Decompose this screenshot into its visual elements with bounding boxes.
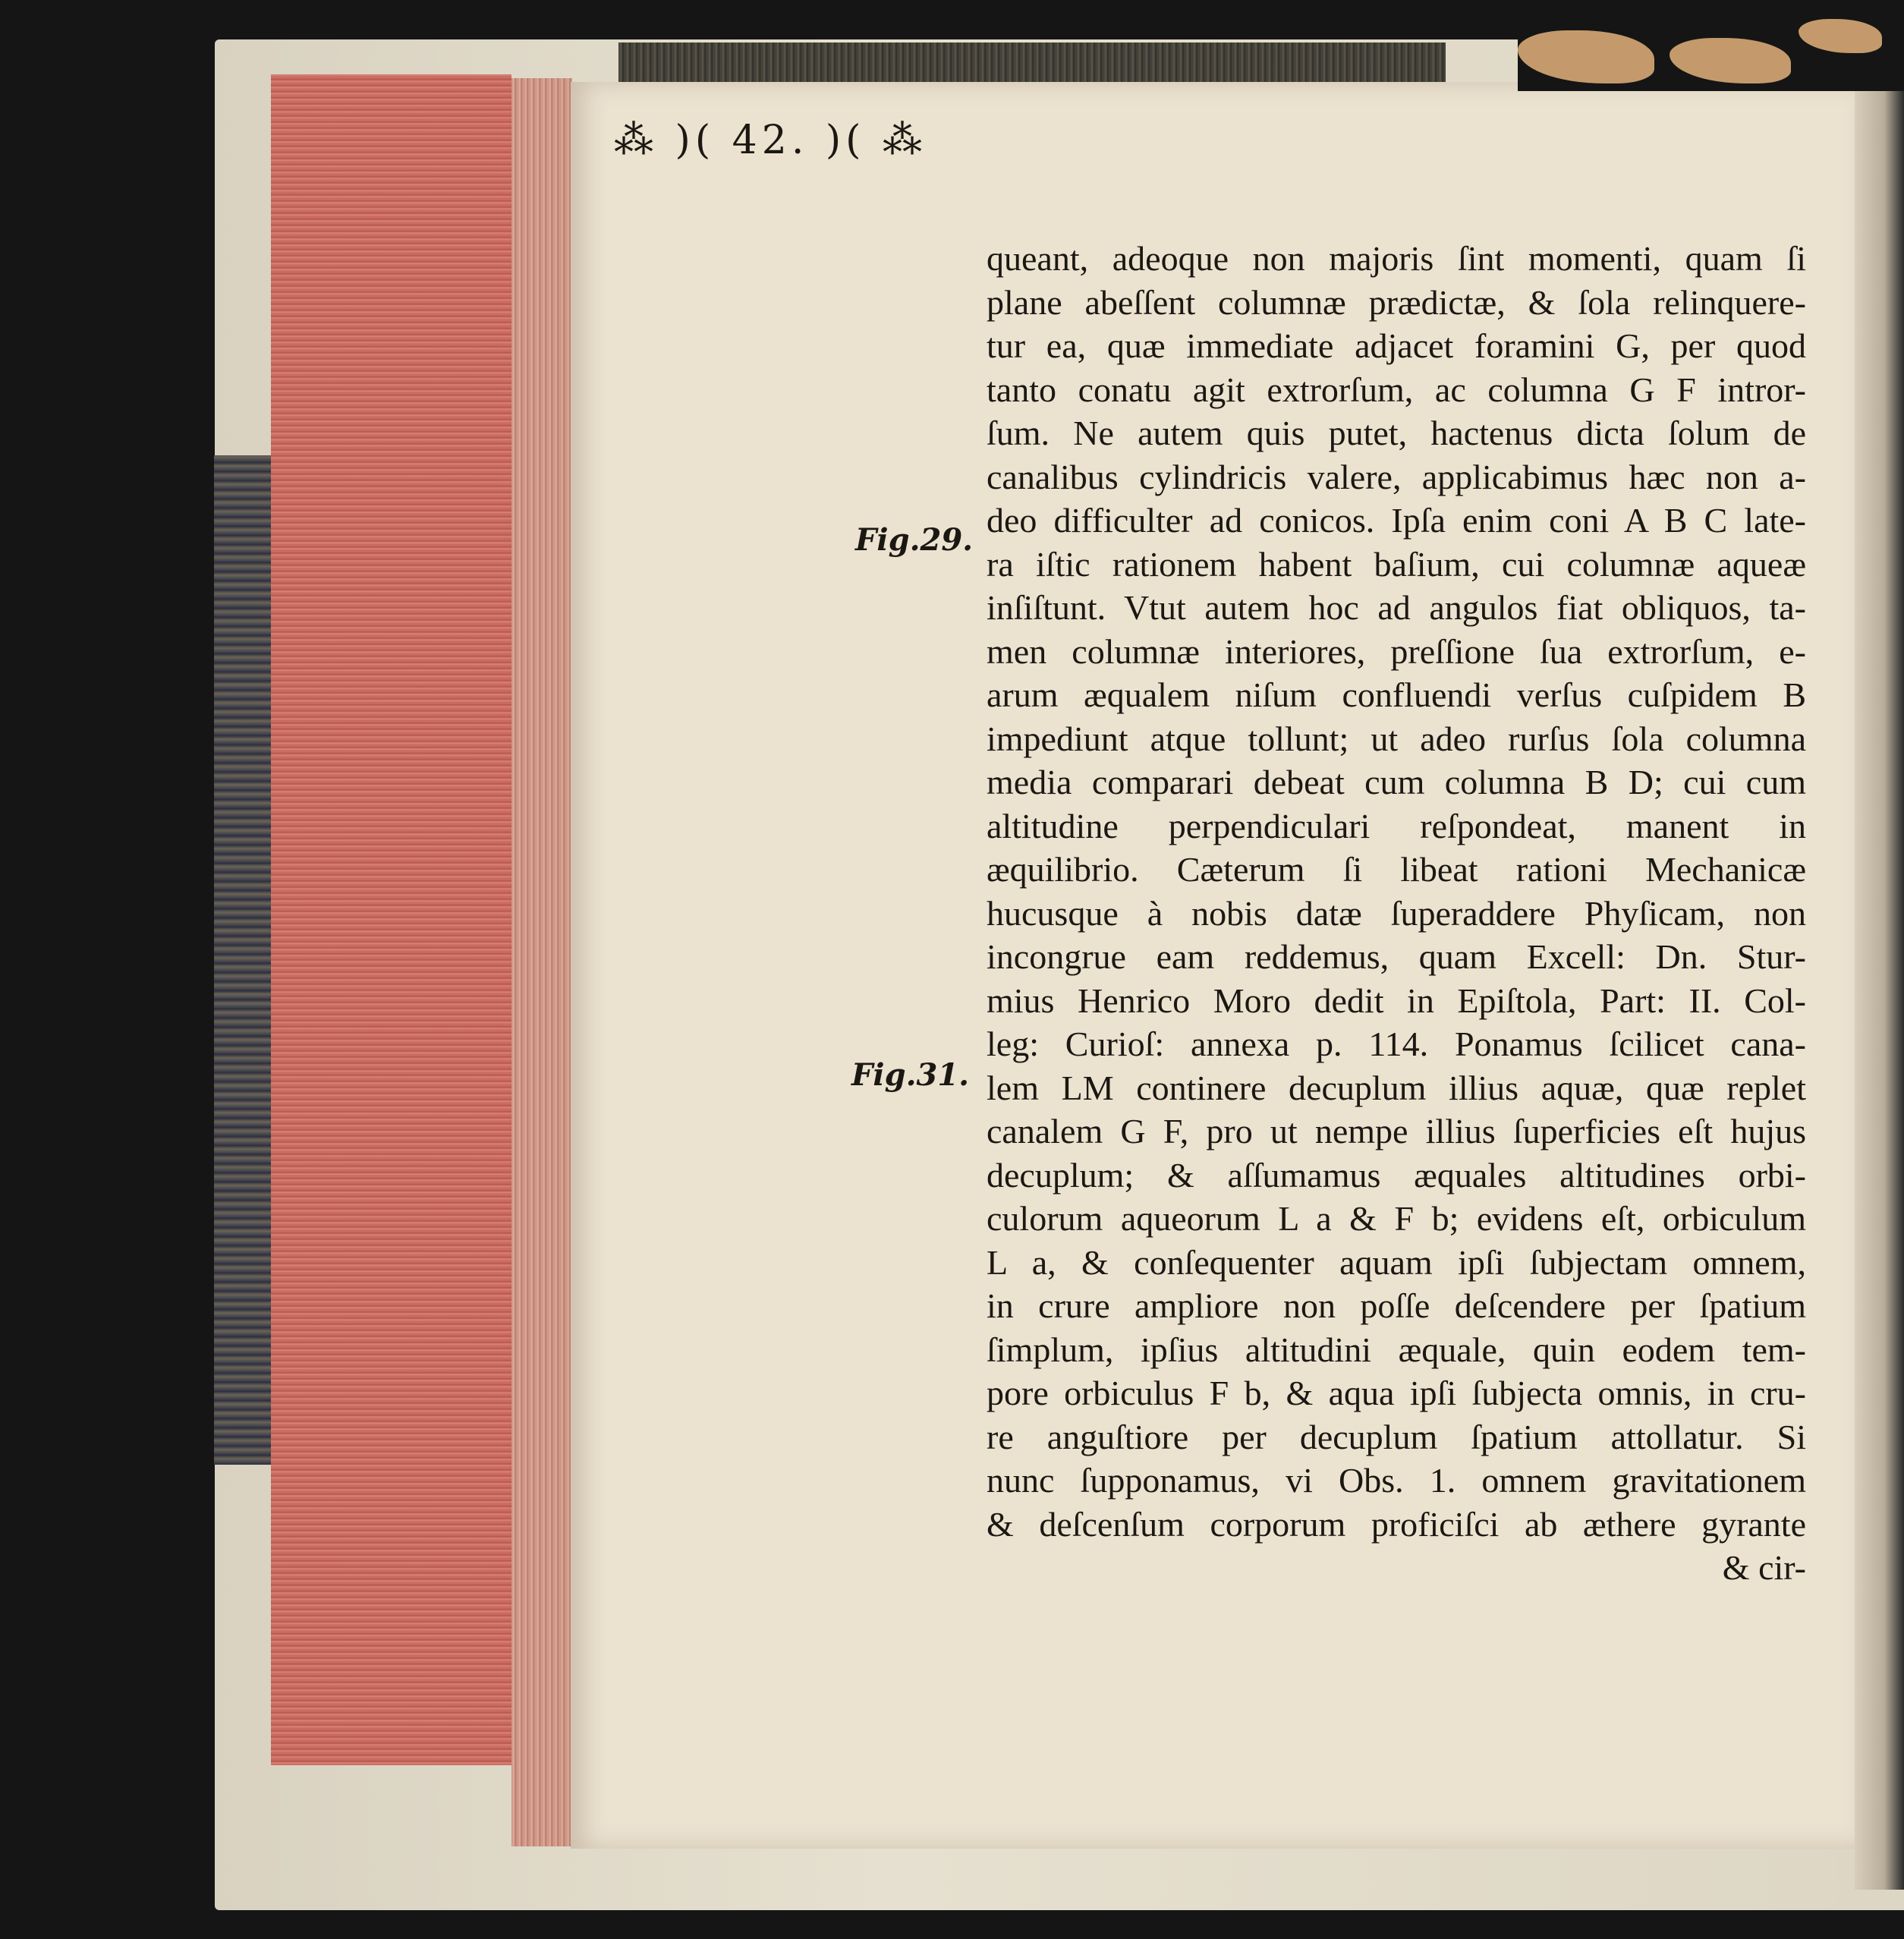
text-line: mius Henrico Moro dedit in Epiſtola, Part: II. Col- <box>987 981 1806 1020</box>
marbled-spine-strip <box>214 455 271 1465</box>
text-line: incongrue eam reddemus, quam Excell: Dn. Stur- <box>987 937 1806 976</box>
text-line: deo difficulter ad conicos. Ipſa enim coni A B C late- <box>987 501 1806 540</box>
text-line: ſimplum, ipſius altitudini æquale, quin eodem tem- <box>987 1330 1806 1369</box>
text-line: & deſcenſum corporum proficiſci ab æthere gyrante <box>987 1504 1806 1544</box>
text-line: ra iſtic rationem habent baſium, cui columnæ aqueæ <box>987 544 1806 584</box>
text-line: pore orbiculus F b, & aqua ipſi ſubjecta omnis, in cru- <box>987 1374 1806 1412</box>
text-line: decuplum; & aſſumamus æquales altitudines orbi- <box>987 1155 1806 1195</box>
text-line: culorum aqueorum L a & F b; evidens eſt, orbiculum <box>987 1199 1806 1238</box>
text-line: tur ea, quæ immediate adjacet foramini G, per quod <box>987 326 1806 365</box>
text-line: lem LM continere decuplum illius aquæ, quæ replet <box>987 1068 1806 1107</box>
text-line: L a, & conſequenter aquam ipſi ſubjectam omnem, <box>987 1242 1806 1282</box>
margin-note-fig-31: Fig.31. <box>851 1057 970 1093</box>
text-line: nunc ſupponamus, vi Obs. 1. omnem gravitationem <box>987 1461 1806 1500</box>
text-line: queant, adeoque non majoris ſint momenti, quam ſi <box>987 239 1806 278</box>
text-line: men columnæ interiores, preſſione ſua extrorſum, e- <box>987 631 1806 671</box>
text-line: hucusque à nobis datæ ſuperaddere Phyſicam, non <box>987 893 1806 933</box>
text-line: æquilibrio. Cæterum ſi libeat rationi Mechanicæ <box>987 850 1806 889</box>
text-line: re anguſtiore per decuplum ſpatium attollatur. Si <box>987 1417 1806 1456</box>
text-line: canalibus cylindricis valere, applicabimus hæc non a- <box>987 457 1806 496</box>
text-line: arum æqualem niſum confluendi verſus cuſpidem B <box>987 675 1806 714</box>
margin-note-fig-29: Fig.29. <box>855 522 974 558</box>
red-page-edges <box>271 74 511 1765</box>
text-line: media comparari debeat cum columna B D; cui cum <box>987 763 1806 801</box>
damaged-corner <box>1518 0 1904 91</box>
text-line: altitudine perpendiculari reſpondeat, manent in <box>987 806 1806 845</box>
text-line: ſum. Ne autem quis putet, hactenus dicta ſolum de <box>987 414 1806 452</box>
text-line: tanto conatu agit extrorſum, ac columna G F intror- <box>987 370 1806 409</box>
running-head: ⁂ )( 42. )( ⁂ <box>614 118 927 163</box>
text-line: canalem G F, pro ut nempe illius ſuperficies eſt hujus <box>987 1112 1806 1150</box>
text-line: inſiſtunt. Vtut autem hoc ad angulos fiat obliquos, ta- <box>987 588 1806 627</box>
page-gutter <box>1855 53 1904 1890</box>
cover-top-strip <box>618 42 1446 82</box>
text-line: in crure ampliore non poſſe deſcendere per ſpatium <box>987 1286 1806 1325</box>
body-text <box>987 237 1806 1590</box>
catchword: & cir- <box>1722 1548 1806 1587</box>
text-line: leg: Curioſ: annexa p. 114. Ponamus ſcilicet cana- <box>987 1025 1806 1063</box>
page-stack-edges <box>511 78 572 1846</box>
text-line: impediunt atque tollunt; ut adeo rurſus ſola columna <box>987 719 1806 758</box>
text-line: plane abeſſent columnæ prædictæ, & ſola relinquere- <box>987 282 1806 322</box>
